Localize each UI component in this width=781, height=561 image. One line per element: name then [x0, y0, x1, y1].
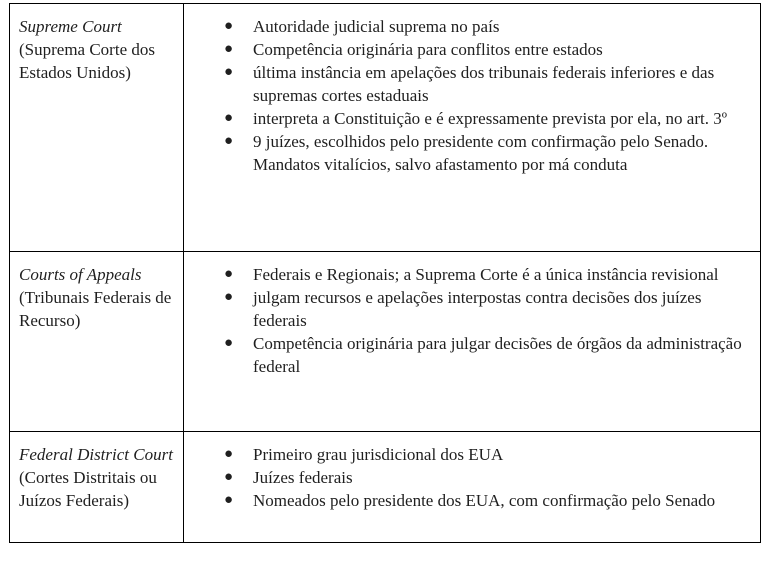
court-name-cell: [10, 432, 184, 543]
court-details-cell: [184, 4, 761, 252]
bullet-list: [194, 263, 750, 378]
court-translation: (Suprema Corte dos Estados Unidos): [19, 40, 155, 82]
bullet-icon: ●: [224, 335, 234, 351]
table-row-supreme-court: [10, 4, 761, 252]
bullet-icon: ●: [224, 18, 234, 34]
list-item-text: Competência originária para conflitos entre estados: [253, 40, 603, 59]
list-item-text: interpreta a Constituição e é expressamente prevista por ela, no art. 3º: [253, 109, 728, 128]
list-item: [194, 130, 750, 176]
table-row-federal-district-court: [10, 432, 761, 543]
list-item-text: 9 juízes, escolhidos pelo presidente com confirmação pelo Senado. Mandatos vitalícios, salvo afastamento por má conduta: [253, 132, 709, 174]
court-details-cell: [184, 252, 761, 432]
court-name: Supreme Court: [19, 17, 122, 36]
list-item: [194, 61, 750, 107]
list-item-text: julgam recursos e apelações interpostas contra decisões dos juízes federais: [253, 288, 702, 330]
bullet-icon: ●: [224, 110, 234, 126]
list-item-text: Autoridade judicial suprema no país: [253, 17, 500, 36]
list-item: [194, 466, 750, 489]
list-item: [194, 489, 750, 512]
list-item-text: Primeiro grau jurisdicional dos EUA: [253, 445, 504, 464]
list-item: [194, 15, 750, 38]
bullet-icon: ●: [224, 133, 234, 149]
list-item: [194, 286, 750, 332]
bullet-list: [194, 443, 750, 512]
bullet-icon: ●: [224, 446, 234, 462]
list-item: [194, 332, 750, 378]
bullet-icon: ●: [224, 41, 234, 57]
bullet-list: [194, 15, 750, 176]
list-item: [194, 443, 750, 466]
list-item: [194, 263, 750, 286]
list-item: [194, 38, 750, 61]
bullet-icon: ●: [224, 64, 234, 80]
court-details-cell: [184, 432, 761, 543]
list-item-text: Nomeados pelo presidente dos EUA, com confirmação pelo Senado: [253, 491, 716, 510]
list-item: [194, 107, 750, 130]
list-item-text: última instância em apelações dos tribunais federais inferiores e das supremas cortes estaduais: [253, 63, 715, 105]
court-name-cell: [10, 252, 184, 432]
list-item-text: Competência originária para julgar decisões de órgãos da administração federal: [253, 334, 742, 376]
court-name-cell: [10, 4, 184, 252]
us-courts-table: [9, 3, 761, 543]
list-item-text: Juízes federais: [253, 468, 353, 487]
court-name: Courts of Appeals: [19, 265, 142, 284]
table-row-courts-of-appeals: [10, 252, 761, 432]
list-item-text: Federais e Regionais; a Suprema Corte é a única instância revisional: [253, 265, 719, 284]
court-name: Federal District Court: [19, 445, 173, 464]
bullet-icon: ●: [224, 492, 234, 508]
court-translation: (Cortes Distritais ou Juízos Federais): [19, 468, 157, 510]
bullet-icon: ●: [224, 289, 234, 305]
bullet-icon: ●: [224, 469, 234, 485]
court-translation: (Tribunais Federais de Recurso): [19, 288, 172, 330]
bullet-icon: ●: [224, 266, 234, 282]
